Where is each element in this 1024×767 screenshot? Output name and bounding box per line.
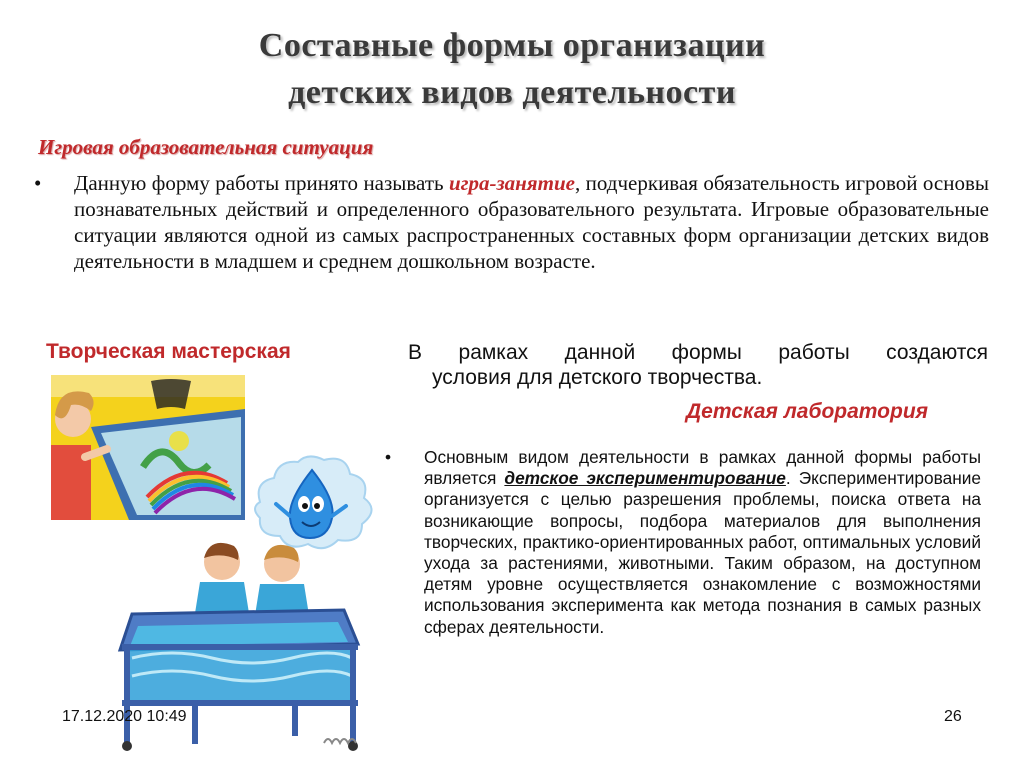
emphasis-game-lesson: игра-занятие	[449, 171, 575, 195]
decorative-mark-icon	[322, 733, 358, 747]
bullet-dot: •	[385, 447, 392, 467]
footer-date: 17.12.2020 10:49	[62, 708, 187, 725]
bullet-text	[74, 170, 989, 274]
photo-child-drawing	[51, 375, 245, 520]
droplet-illustration	[250, 452, 378, 554]
text-after: , подчеркивая обязательность игровой основы познавательных действий и определенного образовательного результата. Игровые образовательные ситуации являются одной из самых распространенных составных форм организации детских видов деятельности в младшем и среднем дошкольном возрасте.	[74, 171, 990, 273]
heading-game-situation: Игровая образовательная ситуация	[38, 135, 374, 159]
slide-title	[0, 22, 1024, 116]
heading-creative-workshop: Творческая мастерская	[46, 340, 291, 363]
title-line-1: Составные формы организации	[258, 27, 766, 64]
title-line-2: детских видов деятельности	[288, 74, 736, 111]
text-before: Данную форму работы принято называть	[74, 171, 450, 195]
photo-illustration	[51, 375, 245, 520]
bullet-game-situation	[34, 170, 989, 274]
paragraph-creative-workshop	[408, 340, 988, 390]
bullet-text	[424, 447, 981, 638]
bullet-children-lab	[385, 447, 981, 638]
text-after: . Экспериментирование организуется с целью разрешения проблемы, поиска ответа на возникающие вопросы, подбора материалов для выполнения творческих, практико-ориентированных работ, оптимальных условий ухода за растениями, животными. Таким образом, на доступном детям уровне осуществляется ознакомление с возможностями использования эксперимента как метода познания в самых разных сферах деятельности.	[424, 468, 982, 637]
heading-children-lab: Детская лаборатория	[686, 400, 929, 423]
bullet-dot: •	[34, 171, 42, 195]
footer-page-number: 26	[944, 708, 962, 725]
text-before: Основным видом деятельности в рамках данной формы работы является	[424, 447, 981, 489]
droplet-svg	[250, 452, 378, 554]
emphasis-experimenting: детское экспериментирование	[504, 468, 786, 489]
paragraph-line-1: В рамках данной формы работы создаются	[408, 341, 988, 364]
paragraph-line-2: условия для детского творчества.	[432, 366, 763, 389]
